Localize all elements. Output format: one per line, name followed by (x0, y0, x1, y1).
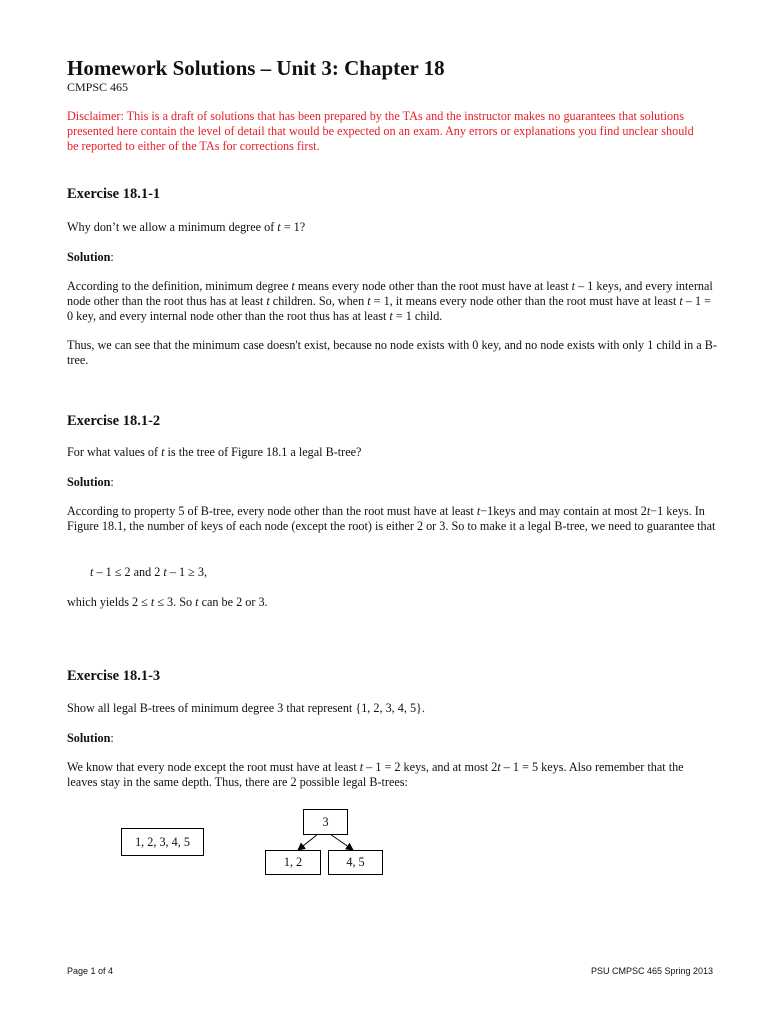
exercise-question: Why don’t we allow a minimum degree of t = 1? (67, 220, 306, 234)
exercise-heading: Exercise 18.1-3 (67, 668, 161, 684)
solution-paragraph: According to the definition, minimum degree t means every node other than the root must have at least t – 1 keys, and every internal node other than the root thus has at least t children. So, when t = 1, it means every node other than the root must have at least t – 1 = 0 key, and every internal node other than the root thus has at least t = 1 child. (67, 279, 713, 323)
exercise-question: For what values of t is the tree of Figure 18.1 a legal B-tree? (67, 445, 362, 459)
footer-course-term: PSU CMPSC 465 Spring 2013 (590, 966, 713, 976)
left-child-arrow (298, 834, 318, 850)
exercise-question: Show all legal B-trees of minimum degree 3 that represent {1, 2, 3, 4, 5}. (67, 701, 425, 715)
solution-label: Solution: (67, 731, 114, 745)
solution-label: Solution: (67, 250, 114, 264)
solution-label: Solution: (67, 475, 114, 489)
exercise-heading: Exercise 18.1-2 (67, 413, 161, 429)
page-number: Page 1 of 4 (67, 966, 114, 976)
exercise-heading: Exercise 18.1-1 (67, 186, 161, 202)
page-title: Homework Solutions – Unit 3: Chapter 18 (67, 56, 445, 80)
solution-paragraph: which yields 2 ≤ t ≤ 3. So t can be 2 or 3. (67, 595, 268, 609)
solution-paragraph: Thus, we can see that the minimum case doesn't exist, because no node exists with 0 key, and no node exists with only 1 child in a B-tree. (67, 338, 717, 367)
right-child-arrow (330, 834, 353, 850)
solution-paragraph: According to property 5 of B-tree, every node other than the root must have at least t−1keys and may contain at most 2t−1 keys. In Figure 18.1, the number of keys of each node (except the root) is either 2 or 3. So to make it a legal B-tree, we need to guarantee that (67, 504, 716, 533)
solution-paragraph: We know that every node except the root must have at least t – 1 = 2 keys, and at most 2t – 1 = 5 keys. Also remember that the leaves stay in the same depth. Thus, there are 2 possible legal B-trees: (67, 760, 684, 789)
inequality: t – 1 ≤ 2 and 2 t – 1 ≥ 3, (90, 565, 207, 579)
btree-root-node: 3 (303, 809, 348, 835)
btree-right-leaf: 4, 5 (328, 850, 383, 875)
btree-single-node: 1, 2, 3, 4, 5 (121, 828, 204, 856)
course-code: CMPSC 465 (67, 80, 129, 94)
disclaimer: Disclaimer: This is a draft of solutions that has been prepared by the TAs and the instructor makes no guarantees that solutions presented here contain the level of detail that would be expected on an exam. Any errors or explanations you find unclear should be reported to either of the TAs for corrections first. (67, 109, 694, 153)
btree-left-leaf: 1, 2 (265, 850, 321, 875)
